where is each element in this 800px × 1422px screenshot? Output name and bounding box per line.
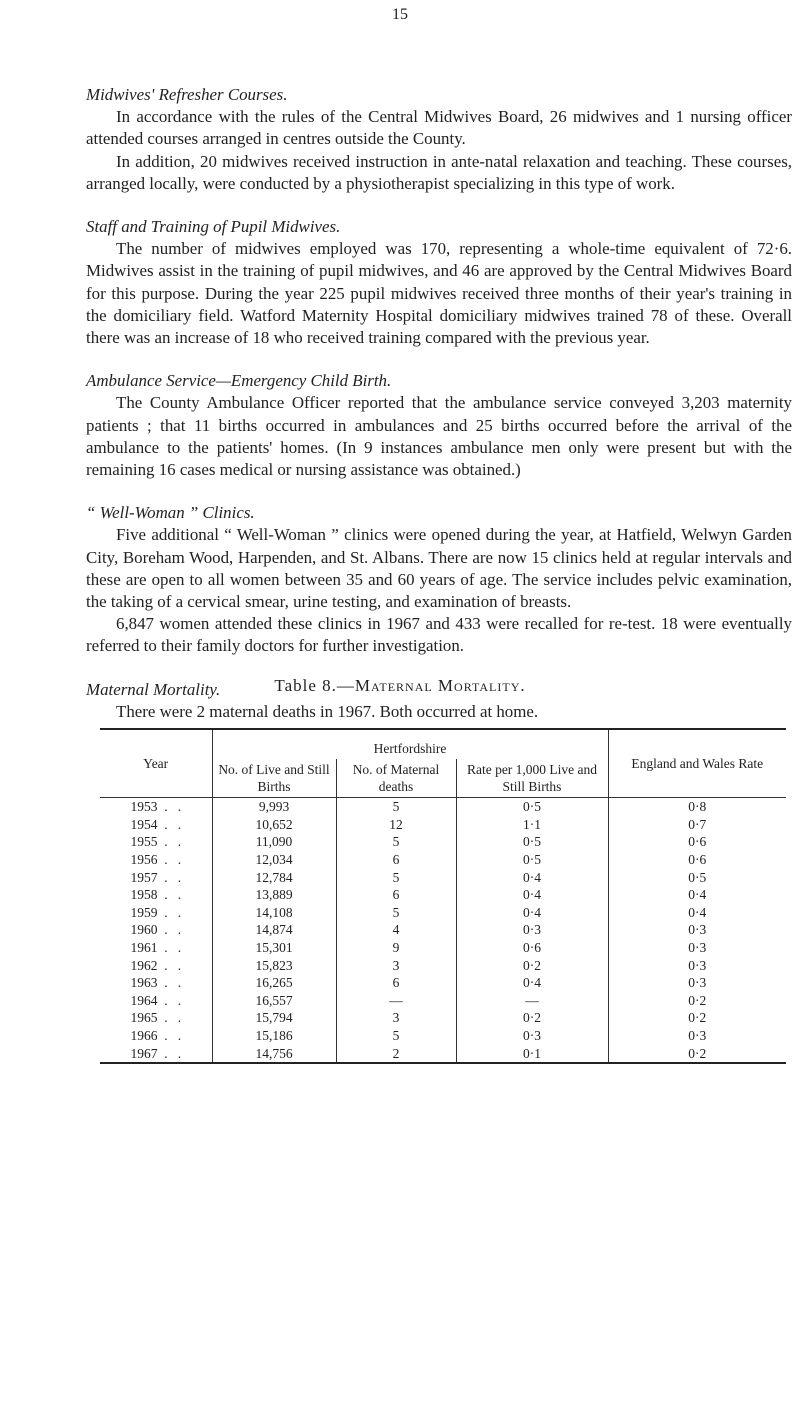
cell-deaths: 12	[336, 816, 456, 834]
cell-year: 1967 . .	[100, 1044, 212, 1063]
cell-england-rate: 0·6	[608, 833, 786, 851]
cell-england-rate: 0·3	[608, 921, 786, 939]
group-header-hertfordshire: Hertfordshire	[212, 729, 608, 759]
cell-births: 15,186	[212, 1027, 336, 1045]
table-row	[100, 1044, 786, 1063]
cell-deaths: 6	[336, 974, 456, 992]
table-row	[100, 904, 786, 922]
cell-deaths: 5	[336, 833, 456, 851]
cell-births: 12,784	[212, 868, 336, 886]
page-number: 15	[392, 6, 408, 23]
table-row	[100, 921, 786, 939]
cell-deaths: 5	[336, 1027, 456, 1045]
table-caption	[0, 676, 800, 696]
table-row	[100, 939, 786, 957]
table-row	[100, 956, 786, 974]
cell-year: 1962 . .	[130, 957, 182, 973]
cell-deaths: 6	[336, 886, 456, 904]
cell-england-rate: 0·4	[608, 904, 786, 922]
cell-year: 1965 . .	[130, 1010, 182, 1026]
cell-year: 1964 . .	[130, 992, 182, 1008]
cell-year: 1958 . .	[130, 887, 182, 903]
table-row	[100, 974, 786, 992]
cell-rate: 0·2	[456, 1009, 608, 1027]
cell-rate: 0·5	[456, 833, 608, 851]
table-row	[100, 851, 786, 869]
cell-deaths: 5	[336, 798, 456, 816]
table-row	[100, 833, 786, 851]
cell-rate: 0·3	[456, 921, 608, 939]
cell-births: 12,034	[212, 851, 336, 869]
cell-deaths: 5	[336, 904, 456, 922]
col-header-england-wales-rate: England and Wales Rate	[608, 729, 786, 798]
cell-england-rate: 0·3	[608, 974, 786, 992]
table-caption-title: —Maternal Mortality.	[336, 676, 526, 695]
section-refresher-courses	[86, 84, 792, 195]
cell-rate: 0·3	[456, 1027, 608, 1045]
section-heading: Ambulance Service—Emergency Child Birth.	[86, 371, 392, 391]
cell-deaths: 3	[336, 956, 456, 974]
cell-rate: 0·4	[456, 868, 608, 886]
cell-year: 1956 . .	[130, 852, 182, 868]
cell-births: 15,823	[212, 956, 336, 974]
cell-rate: 0·4	[456, 904, 608, 922]
cell-deaths: 6	[336, 851, 456, 869]
table-row	[100, 1027, 786, 1045]
cell-births: 10,652	[212, 816, 336, 834]
maternal-mortality-table	[100, 728, 786, 1064]
cell-deaths: 2	[336, 1044, 456, 1063]
paragraph: Five additional “ Well-Woman ” clinics were opened during the year, at Hatfield, Welwyn Garden City, Boreham Wood, Harpenden, and St. Albans. There are now 15 clinics held at regular intervals and these are open to all women between 35 and 60 years of age. The service includes pelvic examination, the taking of a cervical smear, urine testing, and examination of breasts.	[86, 525, 792, 612]
cell-births: 14,108	[212, 904, 336, 922]
cell-deaths: 9	[336, 939, 456, 957]
table-row	[100, 798, 786, 816]
cell-year: 1953 . .	[130, 799, 182, 815]
cell-rate: 0·5	[456, 851, 608, 869]
cell-england-rate: 0·2	[608, 1044, 786, 1063]
paragraph: 6,847 women attended these clinics in 1967 and 433 were recalled for re-test. 18 were eventually referred to their family doctors for further investigation.	[86, 614, 792, 656]
table-row	[100, 816, 786, 834]
table-row	[100, 868, 786, 886]
cell-england-rate: 0·3	[608, 939, 786, 957]
section-staff-training	[86, 216, 792, 349]
cell-england-rate: 0·4	[608, 886, 786, 904]
section-heading: Midwives' Refresher Courses.	[86, 85, 288, 104]
cell-year: 1957 . .	[130, 869, 182, 885]
table-row	[100, 886, 786, 904]
paragraph: The County Ambulance Officer reported that the ambulance service conveyed 3,203 maternity patients ; that 11 births occurred in ambulances and 25 births occurred before the arrival of the ambulance to the patients' homes. (In 9 instances ambulance men only were present but with the remaining 16 cases medical or nursing assistance was obtained.)	[86, 393, 792, 480]
cell-year: 1963 . .	[130, 975, 182, 991]
cell-deaths: —	[336, 992, 456, 1010]
cell-births: 16,265	[212, 974, 336, 992]
col-header-births: No. of Live and Still Births	[212, 759, 336, 798]
cell-rate: 0·6	[456, 939, 608, 957]
section-ambulance-service	[86, 370, 792, 481]
cell-births: 13,889	[212, 886, 336, 904]
cell-england-rate: 0·6	[608, 851, 786, 869]
cell-rate: 0·4	[456, 886, 608, 904]
cell-year: 1961 . .	[130, 940, 182, 956]
cell-deaths: 4	[336, 921, 456, 939]
table-row	[100, 992, 786, 1010]
paragraph: In accordance with the rules of the Central Midwives Board, 26 midwives and 1 nursing officer attended courses arranged in centres outside the County.	[86, 107, 792, 149]
cell-deaths: 5	[336, 868, 456, 886]
cell-england-rate: 0·5	[608, 868, 786, 886]
cell-deaths: 3	[336, 1009, 456, 1027]
cell-rate: 0·2	[456, 956, 608, 974]
cell-england-rate: 0·3	[608, 1027, 786, 1045]
cell-england-rate: 0·2	[608, 1009, 786, 1027]
cell-year: 1966 . .	[130, 1028, 182, 1044]
cell-rate: 0·4	[456, 974, 608, 992]
paragraph: In addition, 20 midwives received instruction in ante-natal relaxation and teaching. These courses, arranged locally, were conducted by a physiotherapist specializing in this type of work.	[86, 151, 792, 193]
cell-rate: 0·5	[456, 798, 608, 816]
cell-rate: 1·1	[456, 816, 608, 834]
cell-england-rate: 0·7	[608, 816, 786, 834]
table-row	[100, 1009, 786, 1027]
cell-year: 1955 . .	[130, 834, 182, 850]
cell-england-rate: 0·2	[608, 992, 786, 1010]
body-text	[86, 84, 792, 744]
cell-births: 14,874	[212, 921, 336, 939]
section-heading: “ Well-Woman ” Clinics.	[86, 503, 255, 523]
section-well-woman-clinics	[86, 502, 792, 657]
col-header-rate: Rate per 1,000 Live and Still Births	[456, 759, 608, 798]
table-caption-prefix: Table 8.	[274, 676, 337, 695]
col-header-maternal-deaths: No. of Maternal deaths	[336, 759, 456, 798]
paragraph: The number of midwives employed was 170, representing a whole-time equivalent of 72·6. Midwives assist in the training of pupil midwives, and 46 are approved by the Central Midwives Board for this purpose. During the year 225 pupil midwives received three months of their year's training in the domiciliary field. Watford Maternity Hospital domiciliary midwives trained 78 of these. Overall there was an increase of 18 who received training compared with the previous year.	[86, 239, 792, 348]
cell-births: 15,794	[212, 1009, 336, 1027]
cell-births: 11,090	[212, 833, 336, 851]
col-header-year: Year	[100, 729, 212, 798]
section-heading: Maternal Mortality.	[86, 679, 221, 699]
cell-rate: 0·1	[456, 1044, 608, 1063]
cell-births: 16,557	[212, 992, 336, 1010]
cell-births: 15,301	[212, 939, 336, 957]
section-heading: Staff and Training of Pupil Midwives.	[86, 217, 341, 237]
cell-births: 14,756	[212, 1044, 336, 1063]
cell-england-rate: 0·3	[608, 956, 786, 974]
paragraph: There were 2 maternal deaths in 1967. Both occurred at home.	[116, 701, 539, 721]
cell-year: 1959 . .	[130, 904, 182, 920]
cell-year: 1960 . .	[130, 922, 182, 938]
cell-england-rate: 0·8	[608, 798, 786, 816]
cell-rate: —	[456, 992, 608, 1010]
cell-births: 9,993	[212, 798, 336, 816]
cell-year: 1954 . .	[130, 816, 182, 832]
